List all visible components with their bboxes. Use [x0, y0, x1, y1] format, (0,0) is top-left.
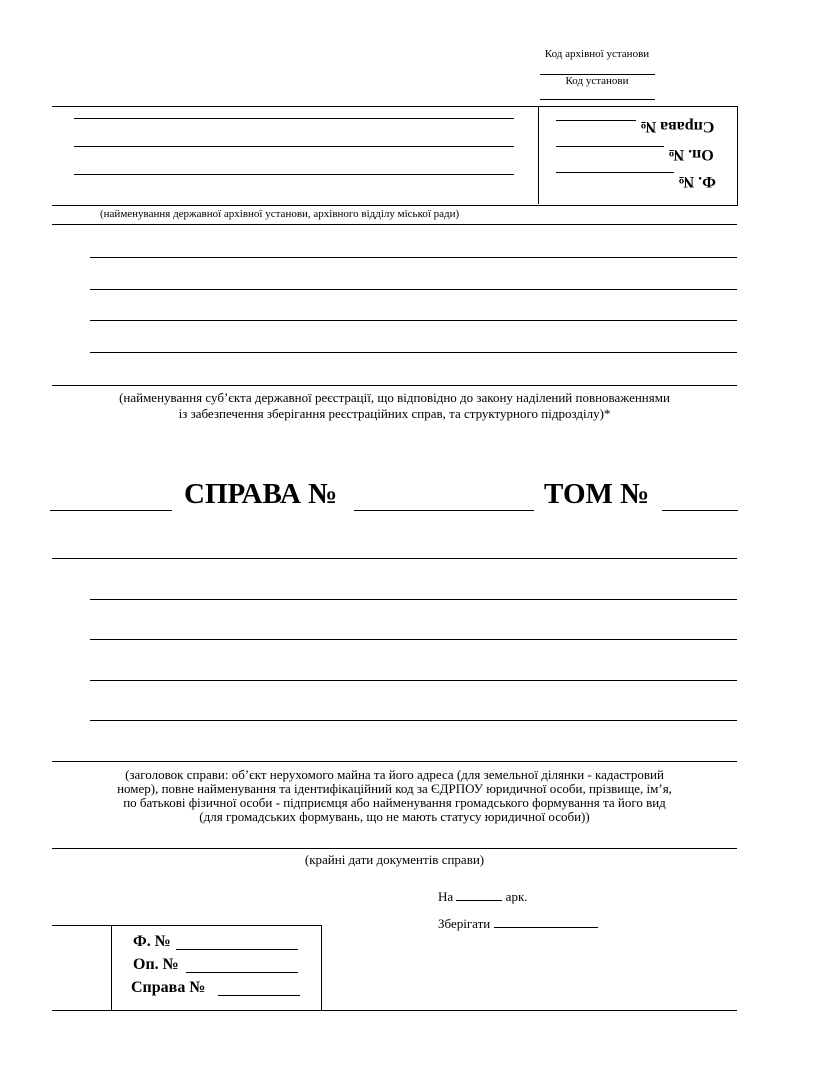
bottom-fond-field[interactable]: [176, 949, 298, 950]
bottom-opys-field[interactable]: [186, 972, 298, 973]
top-box-divider: [538, 106, 539, 204]
dates-caption: (крайні дати документів справи): [304, 852, 485, 867]
bottom-opys-label: Оп. №: [133, 956, 179, 973]
top-fond-label: Ф. №: [678, 173, 716, 190]
case-title-line-3[interactable]: [90, 639, 737, 640]
case-title-caption-line-2: номер), повне найменування та ідентифікаційний код за ЄДРПОУ юридичної особи, прізвище, ім’я,: [117, 781, 672, 796]
institution-code-field[interactable]: [540, 99, 655, 100]
sheets-count-row: [438, 889, 528, 905]
registrar-line-1[interactable]: [90, 257, 737, 258]
keep-label: Зберігати: [438, 916, 491, 931]
bottom-box-top: [52, 925, 321, 926]
top-archive-box: [52, 106, 738, 206]
registrar-caption-line-1: (найменування суб’єкта державної реєстрації, що відповідно до закону наділений повноваженнями: [119, 390, 670, 405]
volume-number-field[interactable]: [662, 510, 738, 511]
case-title-row: [50, 478, 738, 518]
case-title-line-1[interactable]: [52, 558, 737, 559]
registrar-line-3[interactable]: [90, 320, 737, 321]
archive-name-line-3[interactable]: [74, 174, 514, 175]
registrar-caption-line-2: із забезпечення зберігання реєстраційних справ, та структурного підрозділу)*: [178, 406, 611, 421]
case-number-field[interactable]: [354, 510, 534, 511]
sheets-ark-label: арк.: [505, 889, 528, 904]
top-fond-field[interactable]: [556, 172, 674, 173]
institution-code-label: Код установи: [565, 75, 629, 87]
case-title-line-6[interactable]: [52, 761, 737, 762]
dates-line[interactable]: [52, 848, 737, 849]
bottom-sprava-field[interactable]: [218, 995, 300, 996]
case-number-label: СПРАВА №: [184, 478, 338, 510]
sheets-count-field[interactable]: [456, 900, 502, 901]
bottom-fond-label: Ф. №: [133, 933, 171, 950]
case-title-caption-line-4: (для громадських формувань, що не мають статусу юридичної особи)): [199, 809, 590, 824]
volume-number-label: ТОМ №: [544, 478, 650, 510]
keep-period-row: [438, 916, 598, 932]
top-sprava-field[interactable]: [556, 120, 636, 121]
bottom-sprava-label: Справа №: [131, 979, 206, 996]
bottom-box-right: [321, 925, 322, 1010]
registrar-line-5[interactable]: [52, 385, 737, 386]
sheets-na-label: На: [438, 889, 454, 904]
case-title-line-2[interactable]: [90, 599, 737, 600]
top-opys-field[interactable]: [556, 146, 664, 147]
case-title-line-4[interactable]: [90, 680, 737, 681]
registrar-line-4[interactable]: [90, 352, 737, 353]
bottom-line: [52, 1010, 737, 1011]
archive-name-line-2[interactable]: [74, 146, 514, 147]
case-prefix-field[interactable]: [50, 510, 172, 511]
archive-code-label: Код архівної установи: [544, 48, 650, 60]
registrar-line-2[interactable]: [90, 289, 737, 290]
case-title-caption-line-3: по батькові фізичної особи - підприємця або найменування громадського формування та його вид: [123, 795, 666, 810]
case-title-caption-line-1: (заголовок справи: об’єкт нерухомого майна та його адреса (для земельної ділянки - кадастровий: [125, 767, 664, 782]
top-opys-label: Оп. №: [668, 146, 714, 163]
case-title-line-5[interactable]: [90, 720, 737, 721]
archive-name-caption: (найменування державної архівної установи, архівного відділу міської ради): [100, 208, 460, 220]
archive-name-line-1[interactable]: [74, 118, 514, 119]
keep-period-field[interactable]: [494, 927, 598, 928]
separator-line-1: [52, 224, 737, 225]
top-sprava-label: Справа №: [640, 118, 715, 135]
bottom-box-left: [111, 925, 112, 1010]
